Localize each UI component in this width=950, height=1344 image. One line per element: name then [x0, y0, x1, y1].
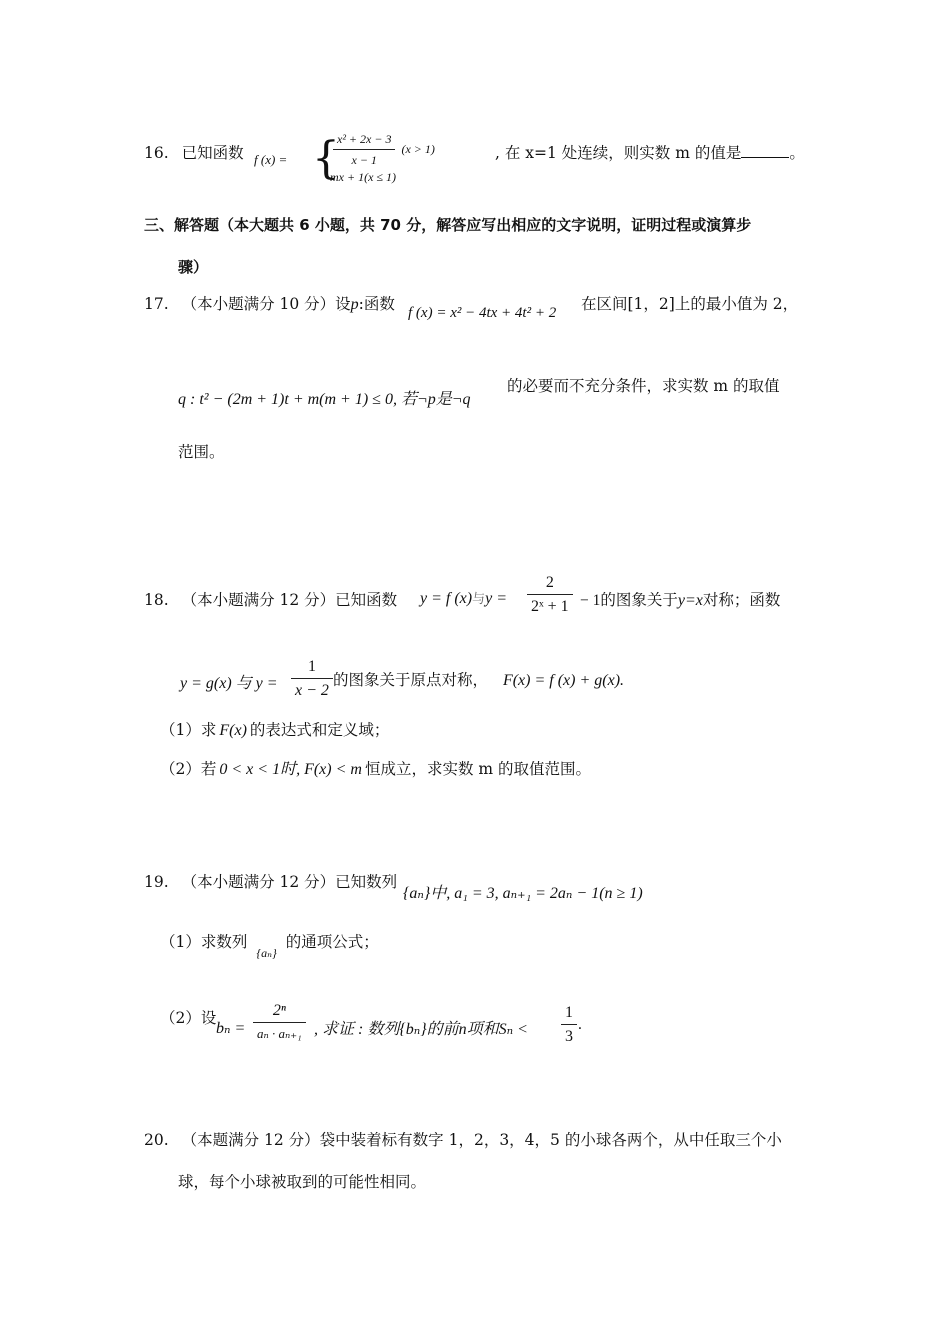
fraction-2-over-2x: $\frac{2}{\text{2ˣ + 1}}$	[524, 574, 576, 616]
left-brace: {	[312, 133, 340, 184]
question-16-tail: , 在 x=1 处连续，则实数 m 的值是 。	[495, 144, 805, 162]
question-19-part-1: （1）求数列 $_{\{a_n\}}$ 的通项公式；	[160, 933, 379, 960]
question-number: 18.	[144, 591, 169, 609]
question-17-end: 范围。	[178, 443, 225, 461]
question-20-line2: 球，每个小球被取到的可能性相同。	[178, 1173, 427, 1191]
question-number: 19.	[144, 873, 169, 891]
function-expression: f (x) = x² − 4tx + 4t² + 2	[408, 305, 557, 321]
question-20: 20. （本题满分 12 分）袋中装着标有数字 1，2，3，4，5 的小球各两个，从中任取三个小	[144, 1131, 782, 1149]
sequence-definition: {aₙ}中, a₁ = 3, aₙ₊₁ = 2aₙ − 1(n ≥ 1)	[403, 885, 643, 902]
piecewise-function	[312, 132, 496, 188]
question-18-tail: − 1的图象关于y=x对称；函数	[580, 591, 781, 609]
question-lead: 已知函数	[181, 144, 244, 162]
fraction-bn: $\frac{\text{2ⁿ}}{\text{aₙ · aₙ₊₁}}$	[250, 1002, 309, 1042]
function-label: f (x) =	[254, 152, 288, 167]
period: .	[578, 1016, 582, 1033]
section-title: 三、解答题（本大题共 6 小题，共 70 分，解答应写出相应的文字说明，证明过程或演算步	[144, 216, 752, 234]
question-19: 19. （本小题满分 12 分）已知数列	[144, 873, 398, 891]
question-18: 18. （本小题满分 12 分）已知函数	[144, 591, 398, 609]
question-number: 17.	[144, 295, 169, 313]
question-17-q-tail: 的必要而不充分条件，求实数 m 的取值	[507, 377, 780, 395]
question-19-part-2: （2）设	[160, 1009, 217, 1027]
condition-q-expression: q : t² − (2m + 1)t + m(m + 1) ≤ 0, 若¬p是¬q	[178, 391, 471, 408]
question-number: 16.	[144, 144, 169, 162]
question-number: 20.	[144, 1131, 169, 1149]
proof-statement: , 求证 : 数列{bₙ}的前n项和Sₙ <	[314, 1021, 528, 1038]
fraction-1-over-x-2: $\frac{1}{x - 2}$	[288, 658, 336, 700]
bn-label: bₙ =	[216, 1020, 246, 1037]
piecewise-case-2: mx + 1(x ≤ 1)	[330, 170, 396, 184]
fraction-one-third: $\frac{1}{3}$	[558, 1004, 580, 1046]
question-17-tail: 在区间[1，2]上的最小值为 2，	[581, 295, 799, 313]
section-title-cont: 骤）	[178, 258, 209, 276]
function-y-fx: y = f (x)与y =	[420, 590, 508, 607]
question-17: 17. （本小题满分 10 分）设p:函数	[144, 295, 395, 313]
question-18-part-1: （1）求 F(x) 的表达式和定义域；	[160, 721, 390, 739]
question-16	[144, 141, 244, 163]
piecewise-case-1: $\frac{\text{x² + 2x − 3}}{x - 1}$ (x > 1)	[330, 132, 435, 168]
function-y-gx: y = g(x) 与 y =	[180, 675, 278, 692]
question-18-part-2: （2）若 0 < x < 1时, F(x) < m 恒成立，求实数 m 的取值范围。	[160, 760, 592, 778]
answer-blank	[741, 143, 789, 158]
question-18-line2: 的图象关于原点对称， F(x) = f (x) + g(x).	[333, 671, 625, 689]
